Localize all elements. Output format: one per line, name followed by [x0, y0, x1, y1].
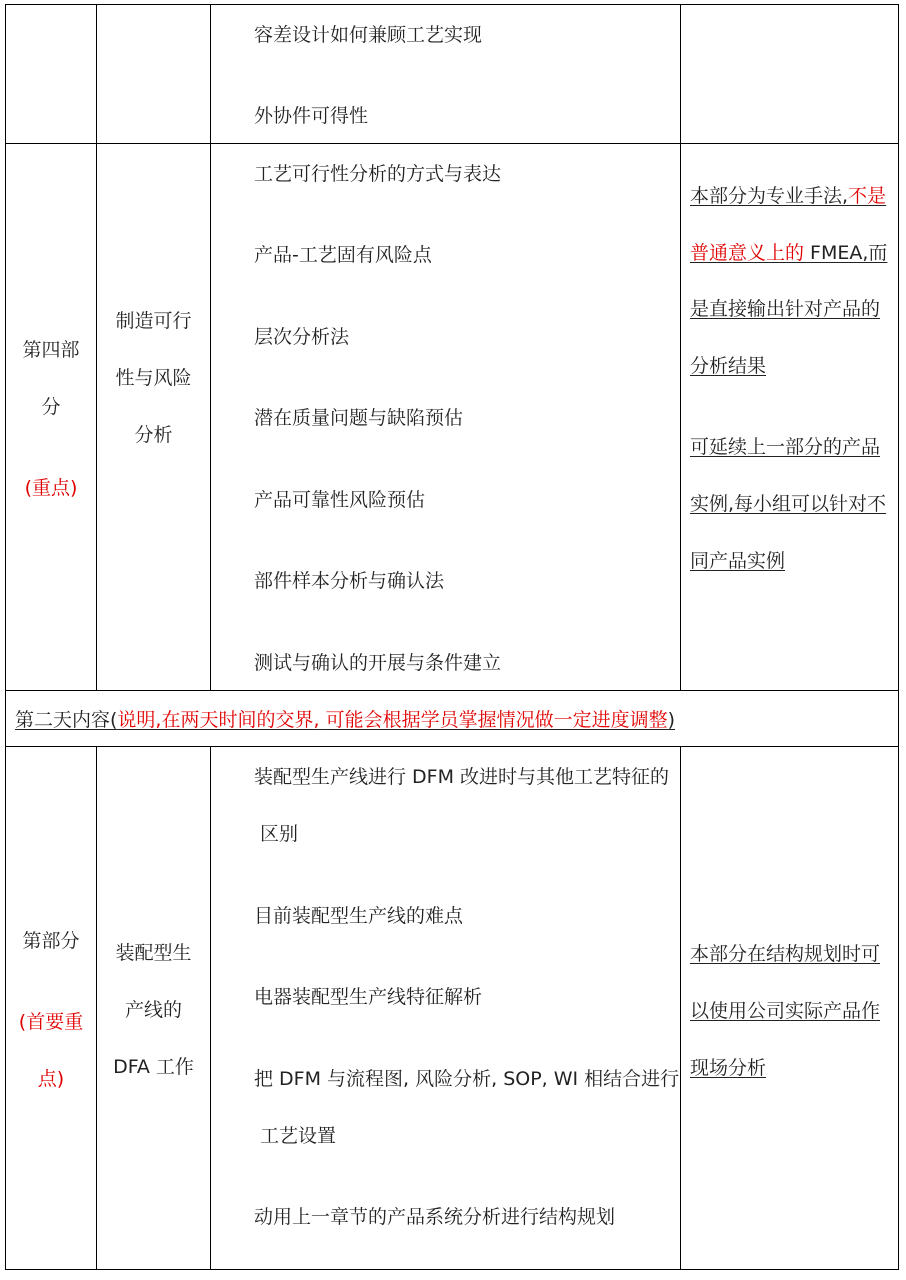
- topic-label: DFA 工作: [113, 1056, 194, 1078]
- border-right: [898, 4, 899, 1270]
- note-line: 是直接输出针对产品的: [690, 298, 881, 320]
- banner-note: 可能会根据学员掌握情况做一定进度调整: [325, 709, 668, 731]
- border-bottom: [5, 1269, 899, 1270]
- content-item: 装配型生产线进行 DFM 改进时与其他工艺特征的: [254, 766, 670, 788]
- content-item: 测试与确认的开展与条件建立: [254, 652, 502, 674]
- note-line: 实例,每小组可以针对不: [690, 493, 887, 515]
- note-line: 本部分在结构规划时可: [690, 943, 881, 965]
- part-label: 第四部: [22, 339, 80, 361]
- day2-banner: [15, 708, 675, 732]
- banner-suffix: ): [667, 709, 675, 731]
- content-item: 工艺设置: [254, 1125, 337, 1147]
- content-item: 潜在质量问题与缺陷预估: [254, 407, 464, 429]
- content-item: 电器装配型生产线特征解析: [254, 986, 483, 1008]
- note-line: 同产品实例: [690, 550, 786, 572]
- topic-label: 分析: [134, 424, 173, 446]
- topic-label: 装配型生: [115, 942, 192, 964]
- content-item: 部件样本分析与确认法: [254, 570, 445, 592]
- note-line: 现场分析: [690, 1057, 767, 1079]
- border-row1: [5, 143, 899, 144]
- border-top: [5, 4, 899, 5]
- border-col2-b: [210, 746, 211, 1270]
- border-col3-b: [680, 746, 681, 1270]
- topic-label: 制造可行: [115, 310, 192, 332]
- note-line: 分析结果: [690, 355, 767, 377]
- note-text: 本部分为专业手法,: [690, 185, 849, 207]
- emphasis-label: (重点): [24, 477, 78, 499]
- note-text: FMEA,而: [804, 242, 888, 264]
- content-item: 产品可靠性风险预估: [254, 489, 426, 511]
- border-col2-a: [210, 4, 211, 691]
- emphasis-label: 点): [37, 1068, 65, 1090]
- note-line: 以使用公司实际产品作: [690, 1000, 881, 1022]
- part-label: 分: [41, 396, 61, 418]
- border-col3-a: [680, 4, 681, 691]
- content-item: 把 DFM 与流程图, 风险分析, SOP, WI 相结合进行: [254, 1068, 680, 1090]
- border-row3: [5, 746, 899, 747]
- note-line: [690, 184, 886, 208]
- note-line: 可延续上一部分的产品: [690, 436, 881, 458]
- content-item: 容差设计如何兼顾工艺实现: [254, 24, 483, 46]
- note-line: [690, 241, 887, 265]
- part-label: 第部分: [22, 930, 80, 952]
- content-item: 外协件可得性: [254, 105, 369, 127]
- content-item: 动用上一章节的产品系统分析进行结构规划: [254, 1206, 616, 1228]
- content-item: 区别: [254, 823, 299, 845]
- topic-label: 性与风险: [115, 367, 192, 389]
- content-item: 产品-工艺固有风险点: [254, 244, 432, 266]
- content-item: 层次分析法: [254, 326, 350, 348]
- emphasis-label: (首要重: [18, 1011, 84, 1033]
- border-row2: [5, 690, 899, 691]
- note-text-highlight: 不是: [848, 185, 887, 207]
- content-item: 工艺可行性分析的方式与表达: [254, 163, 502, 185]
- topic-label: 产线的: [124, 999, 182, 1021]
- border-col1-a: [96, 4, 97, 691]
- content-item: 目前装配型生产线的难点: [254, 905, 464, 927]
- banner-note: 说明,在两天时间的交界,: [117, 709, 320, 731]
- banner-prefix: 第二天内容(: [15, 709, 118, 731]
- note-text-highlight: 普通意义上的: [690, 242, 805, 264]
